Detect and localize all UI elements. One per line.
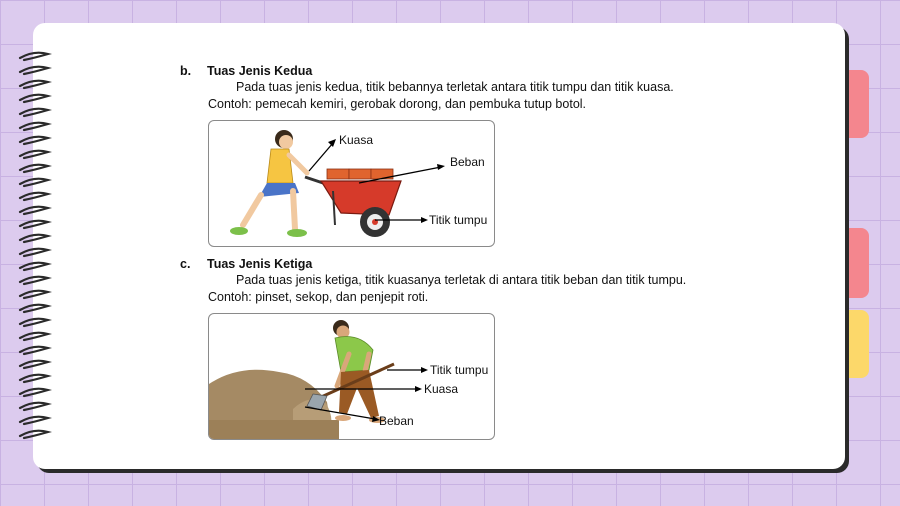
spiral-ring bbox=[20, 417, 48, 424]
spiral-ring bbox=[20, 193, 48, 200]
spiral-ring bbox=[20, 221, 48, 228]
section-b-letter: b. bbox=[180, 64, 192, 78]
spiral-ring bbox=[20, 207, 48, 214]
spiral-ring bbox=[20, 179, 48, 186]
spiral-ring bbox=[20, 333, 48, 340]
section-b-line1: Pada tuas jenis kedua, titik bebannya terletak antara titik tumpu dan titik kuasa. bbox=[236, 80, 674, 94]
spiral-ring bbox=[20, 291, 48, 298]
spiral-ring bbox=[20, 389, 48, 396]
label-kuasa-c: Kuasa bbox=[424, 382, 459, 396]
label-beban-c: Beban bbox=[379, 414, 414, 428]
section-b-paragraph bbox=[208, 79, 674, 113]
spiral-ring bbox=[20, 137, 48, 144]
spiral-ring bbox=[20, 235, 48, 242]
section-c-title: Tuas Jenis Ketiga bbox=[207, 257, 313, 271]
label-titik-tumpu-c: Titik tumpu bbox=[430, 363, 489, 377]
spiral-ring bbox=[20, 319, 48, 326]
spiral-ring bbox=[20, 165, 48, 172]
spiral-ring bbox=[20, 151, 48, 158]
notebook-tab-yellow bbox=[845, 310, 869, 378]
section-c-letter: c. bbox=[180, 257, 191, 271]
section-b-heading bbox=[180, 64, 312, 78]
section-c-line1: Pada tuas jenis ketiga, titik kuasanya terletak di antara titik beban dan titik tumpu. bbox=[236, 273, 687, 287]
spiral-ring bbox=[20, 347, 48, 354]
spiral-ring bbox=[20, 277, 48, 284]
section-c-heading bbox=[180, 257, 312, 271]
spiral-ring bbox=[20, 81, 48, 88]
wheelbarrow-figure bbox=[208, 120, 495, 247]
spiral-ring bbox=[20, 431, 48, 438]
spiral-ring bbox=[20, 375, 48, 382]
spiral-ring bbox=[20, 109, 48, 116]
section-b-line2: Contoh: pemecah kemiri, gerobak dorong, dan pembuka tutup botol. bbox=[208, 97, 587, 111]
spiral-ring bbox=[20, 67, 48, 74]
spiral-ring bbox=[20, 263, 48, 270]
notebook-tab-pink-bottom bbox=[845, 228, 869, 298]
spiral-binding bbox=[18, 48, 52, 448]
spiral-ring bbox=[20, 123, 48, 130]
label-titik-tumpu: Titik tumpu bbox=[429, 213, 488, 227]
shovel-figure bbox=[208, 313, 495, 440]
spiral-ring bbox=[20, 305, 48, 312]
spiral-ring bbox=[20, 53, 48, 60]
spiral-ring bbox=[20, 403, 48, 410]
notebook-tab-pink-top bbox=[845, 70, 869, 138]
spiral-ring bbox=[20, 95, 48, 102]
spiral-ring bbox=[20, 249, 48, 256]
label-beban: Beban bbox=[450, 155, 485, 169]
section-b-title: Tuas Jenis Kedua bbox=[207, 64, 313, 78]
label-kuasa: Kuasa bbox=[339, 133, 374, 147]
spiral-ring bbox=[20, 361, 48, 368]
section-c-paragraph bbox=[208, 272, 686, 306]
section-c-line2: Contoh: pinset, sekop, dan penjepit roti. bbox=[208, 290, 429, 304]
